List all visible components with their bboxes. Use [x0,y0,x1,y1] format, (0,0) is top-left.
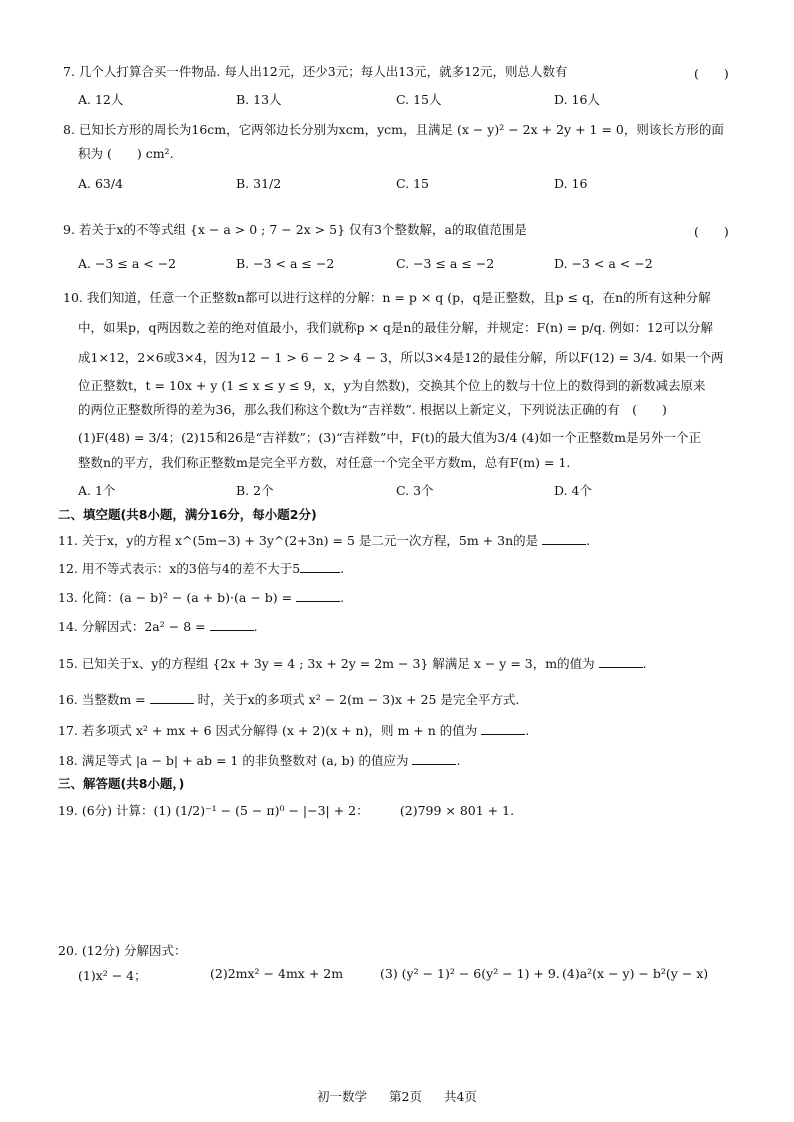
answer-blank[interactable] [296,589,340,602]
part-4: (4)a²(x − y) − b²(y − x) [562,966,709,981]
footer-total-pages: 共4页 [443,1089,477,1104]
question-15-system: {2x + 3y = 4 ; 3x + 2y = 2m − 3} [212,656,429,671]
question-11: 11. 关于x，y的方程 x^(5m−3) + 3y^(2+3n) = 5 是二元一次方程，5m + 3n的是 . [58,533,591,548]
part-3: (3) (y² − 1)² − 6(y² − 1) + 9. [380,966,560,981]
option-d: D. 16人 [554,92,600,107]
question-13-text: 13. 化简：(a − b)² − (a + b)·(a − b) = [58,590,293,605]
section-3-heading: 三、解答题(共8小题，) [58,776,185,791]
answer-blank[interactable] [599,655,643,668]
option-a: A. 1个 [78,483,116,498]
question-15-text-b: 解满足 x − y = 3，m的值为 [432,656,595,671]
answer-blank[interactable] [481,722,525,735]
option-a: A. 12人 [78,92,124,107]
question-12: 12. 用不等式表示：x的3倍与4的差不大于5 . [58,561,345,576]
question-17: 17. 若多项式 x² + mx + 6 因式分解得 (x + 2)(x + n)，则 m + n 的值为 . [58,723,530,738]
question-14: 14. 分解因式：2a² − 8 = . [58,619,258,634]
question-14-text: 14. 分解因式：2a² − 8 = [58,619,206,634]
question-9-answer-paren: ( ) [694,224,729,239]
question-9-text: 9. 若关于x的不等式组 {x − a > 0 ; 7 − 2x > 5} 仅有3个整数解，a的取值范围是 [63,222,527,237]
question-18-text: 18. 满足等式 |a − b| + ab = 1 的非负整数对 (a, b) 的值应为 [58,753,409,768]
question-17-text: 17. 若多项式 x² + mx + 6 因式分解得 (x + 2)(x + n)，则 m + n 的值为 [58,723,478,738]
page-footer [0,1087,794,1105]
option-d: D. 4个 [554,483,592,498]
question-10-line-2: 中，如果p，q两因数之差的绝对值最小，我们就称p × q是n的最佳分解，并规定：F(n) = p/q. 例如：12可以分解 [78,320,713,335]
part-1: (1)x² − 4； [78,968,147,983]
option-a: A. −3 ≤ a < −2 [78,256,177,271]
option-b: B. −3 < a ≤ −2 [236,256,335,271]
question-10-line-6: (1)F(48) = 3/4；(2)15和26是“吉祥数”；(3)“吉祥数”中，F(t)的最大值为3/4 (4)如一个正整数m是另外一个正 [78,430,701,445]
option-c: C. 3个 [396,483,434,498]
question-10-line-3: 成1×12，2×6或3×4，因为12 − 1 > 6 − 2 > 4 − 3，所以3×4是12的最佳分解，所以F(12) = 3/4. 如果一个两 [78,350,724,365]
question-18: 18. 满足等式 |a − b| + ab = 1 的非负整数对 (a, b) 的值应为 . [58,753,461,768]
part-2: (2)2mx² − 4mx + 2m [210,966,344,981]
question-16 [58,691,519,708]
question-8-line-2: 积为 ( ) cm². [78,146,174,161]
answer-blank[interactable] [412,752,456,765]
footer-page-number: 第2页 [389,1089,422,1104]
option-a: A. 63/4 [78,176,124,191]
option-c: C. 15人 [396,92,442,107]
option-b: B. 2个 [236,483,274,498]
question-12-text: 12. 用不等式表示：x的3倍与4的差不大于5 [58,561,301,576]
question-10-line-1: 10. 我们知道，任意一个正整数n都可以进行这样的分解：n = p × q (p，q是正整数，且p ≤ q，在n的所有这种分解 [63,290,711,305]
option-c: C. −3 ≤ a ≤ −2 [396,256,495,271]
option-b: B. 13人 [236,92,282,107]
footer-subject: 初一数学 [317,1089,368,1104]
question-15: 15. 已知关于x、y的方程组 {2x + 3y = 4 ; 3x + 2y = 2m − 3} 解满足 x − y = 3，m的值为 . [58,656,647,671]
option-d: D. −3 < a < −2 [554,256,653,271]
section-2-heading: 二、填空题(共8小题，满分16分，每小题2分) [58,507,317,522]
question-10-line-7: 整数n的平方，我们称正整数m是完全平方数，对任意一个完全平方数m，总有F(m) = 1. [78,455,571,470]
question-16-text-b: 时，关于x的多项式 x² − 2(m − 3)x + 25 是完全平方式. [197,692,520,707]
question-16-text-a: 16. 当整数m = [58,692,146,707]
question-10-line-4: 位正整数t，t = 10x + y (1 ≤ x ≤ y ≤ 9，x，y为自然数)，交换其个位上的数与十位上的数得到的新数减去原来 [78,378,706,393]
question-13: 13. 化简：(a − b)² − (a + b)·(a − b) = . [58,590,345,605]
answer-blank[interactable] [300,560,340,573]
answer-blank[interactable] [542,532,586,545]
question-10-line-5: 的两位正整数所得的差为36，那么我们称这个数t为“吉祥数”. 根据以上新定义，下列说法正确的有 ( ) [78,402,667,417]
question-20-heading: 20. (12分) 分解因式： [58,943,187,958]
question-8-line-1: 8. 已知长方形的周长为16cm，它两邻边长分别为xcm，ycm，且满足 (x − y)² − 2x + 2y + 1 = 0，则该长方形的面 [63,122,724,137]
answer-blank[interactable] [150,691,194,704]
answer-blank[interactable] [210,618,254,631]
option-c: C. 15 [396,176,429,191]
question-7-answer-paren: ( ) [694,66,729,81]
question-11-text: 11. 关于x，y的方程 x^(5m−3) + 3y^(2+3n) = 5 是二元一次方程，5m + 3n的是 [58,533,539,548]
option-d: D. 16 [554,176,588,191]
question-19: 19. (6分) 计算：(1) (1/2)⁻¹ − (5 − π)⁰ − |−3| + 2： (2)799 × 801 + 1. [58,803,515,818]
question-15-text-a: 15. 已知关于x、y的方程组 [58,656,209,671]
question-7-text: 7. 几个人打算合买一件物品. 每人出12元，还少3元；每人出13元，就多12元，则总人数有 [63,64,568,79]
option-b: B. 31/2 [236,176,282,191]
